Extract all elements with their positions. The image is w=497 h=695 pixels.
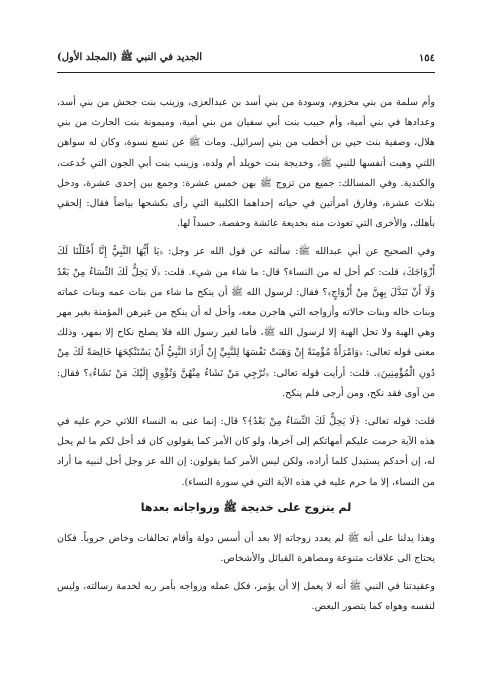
header-page-number: ١٥٤ [418, 52, 435, 64]
paragraph: قلت: قوله تعالى: ﴿لَا يَحِلُّ لَكَ النِّسَاءُ مِنْ بَعْدُ﴾؟ قال: إنما عنى به النساء اللاتي حرم عليه في هذه الآية حرمت عليكم أمهاتكم إلى آخرها، ولو كان الأمر كما يقولون كان قد أحل لكم ما لم يحل له، إن أحدكم يستبدل كلما أراده، ولكن ليس الأمر كما يقولون: إن الله عز وجل أحل لنبيه ما أراد من النساء، إلا ما حرم عليه في هذه الآية التي في سورة النساء). [57, 416, 435, 488]
header-book-title: الجديد في النبي ﷺ (المجلد الأول) [57, 52, 203, 63]
page-body [57, 93, 435, 626]
paragraph: وهذا يدلنا على أنه ﷺ لم يعدد زوجاته إلا بعد أن أسس دولة وأقام تحالفات وخاض حروباً. فكان يحتاج الى علاقات متنوعة ومصاهرة القبائل والأشخاص. [57, 532, 435, 565]
header-divider [57, 72, 435, 73]
section-heading: لم يتزوج على خديجة ﷺ وزواجاته بعدها [140, 500, 352, 514]
paragraph: وعقيدتنا في النبي ﷺ أنه لا يعمل إلا أن يؤمر، فكل عمله وزواجه بأمر ربه لخدمة رسالته، وليس لنفسه وهواه كما يتصور البعض. [57, 581, 435, 613]
paragraph: وأم سلمة من بني مخزوم، وسودة من بني أسد بن عبدالعزى، وزينب بنت جحش من بني أسد، وعدادها في بني أمية، وأم حبيب بنت أبي سفيان من بني أمية، وميمونة بنت الحارث من بني هلال، وصفية بنت حيي بن أخطب من بني إسرائيل. ومات ﷺ عن تسع نسوة، وكان له سواهن اللتي وهبت أنفسها للنبي ﷺ، وخديجة بنت خويلد أم ولده، وزينب بنت أبي الجون التي خُدعت، والكندية. وفي المسالك: جميع من تزوج ﷺ بهن خمس عشرة: وجمع بين إحدى عشرة، ودخل بثلاث عشرة، وفارق امرأتين في حياته إحداهما الكلبية التي رأى بكشحها بياضاً فقال: إلحقي بأهلك، والأخرى التي تعوذت منه بخديعة عائشة وحفصة، حسداً لها. [57, 97, 435, 230]
page-header [57, 50, 435, 66]
paragraph: وفي الصحيح عن أبي عبدالله ﷺ: سألته عن قول الله عز وجل: ﴿يَا أَيُّهَا النَّبِيُّ إِنَّا أَحْلَلْنَا لَكَ أَزْوَاجَكَ﴾ قلت: كم أحل له من النساء؟ قال: ما شاء من شيء. قلت: ﴿لَا يَحِلُّ لَكَ النِّسَاءُ مِنْ بَعْدُ وَلَا أَنْ تَبَدَّلَ بِهِنَّ مِنْ أَزْوَاجٍ﴾؟ فقال: لرسول الله ﷺ أن ينكح ما شاء من بنات عمه وبنات عماته وبنات خاله وبنات خالاته وأزواجه التي هاجرن معه، وأحل له أن ينكح من غيرهن المؤمنة بغير مهر وهي الهبة ولا تحل الهبة إلا لرسول الله ﷺ، فأما لغير رسول الله فلا يصلح نكاح إلا بمهر، وذلك معنى قوله تعالى: ﴿وَامْرَأَةً مُؤْمِنَةً إِنْ وَهَبَتْ نَفْسَهَا لِلنَّبِيِّ إِنْ أَرَادَ النَّبِيُّ أَنْ يَسْتَنْكِحَهَا خَالِصَةً لَكَ مِنْ دُونِ الْمُؤْمِنِينَ﴾. قلت: أرأيت قوله تعالى: ﴿تُرْجِي مَنْ تَشَاءُ مِنْهُنَّ وَتُؤْوِي إِلَيْكَ مَنْ تَشَاءُ﴾؟ فقال: من آوى فقد نكح، ومن أرجى فلم ينكح. [57, 246, 435, 399]
